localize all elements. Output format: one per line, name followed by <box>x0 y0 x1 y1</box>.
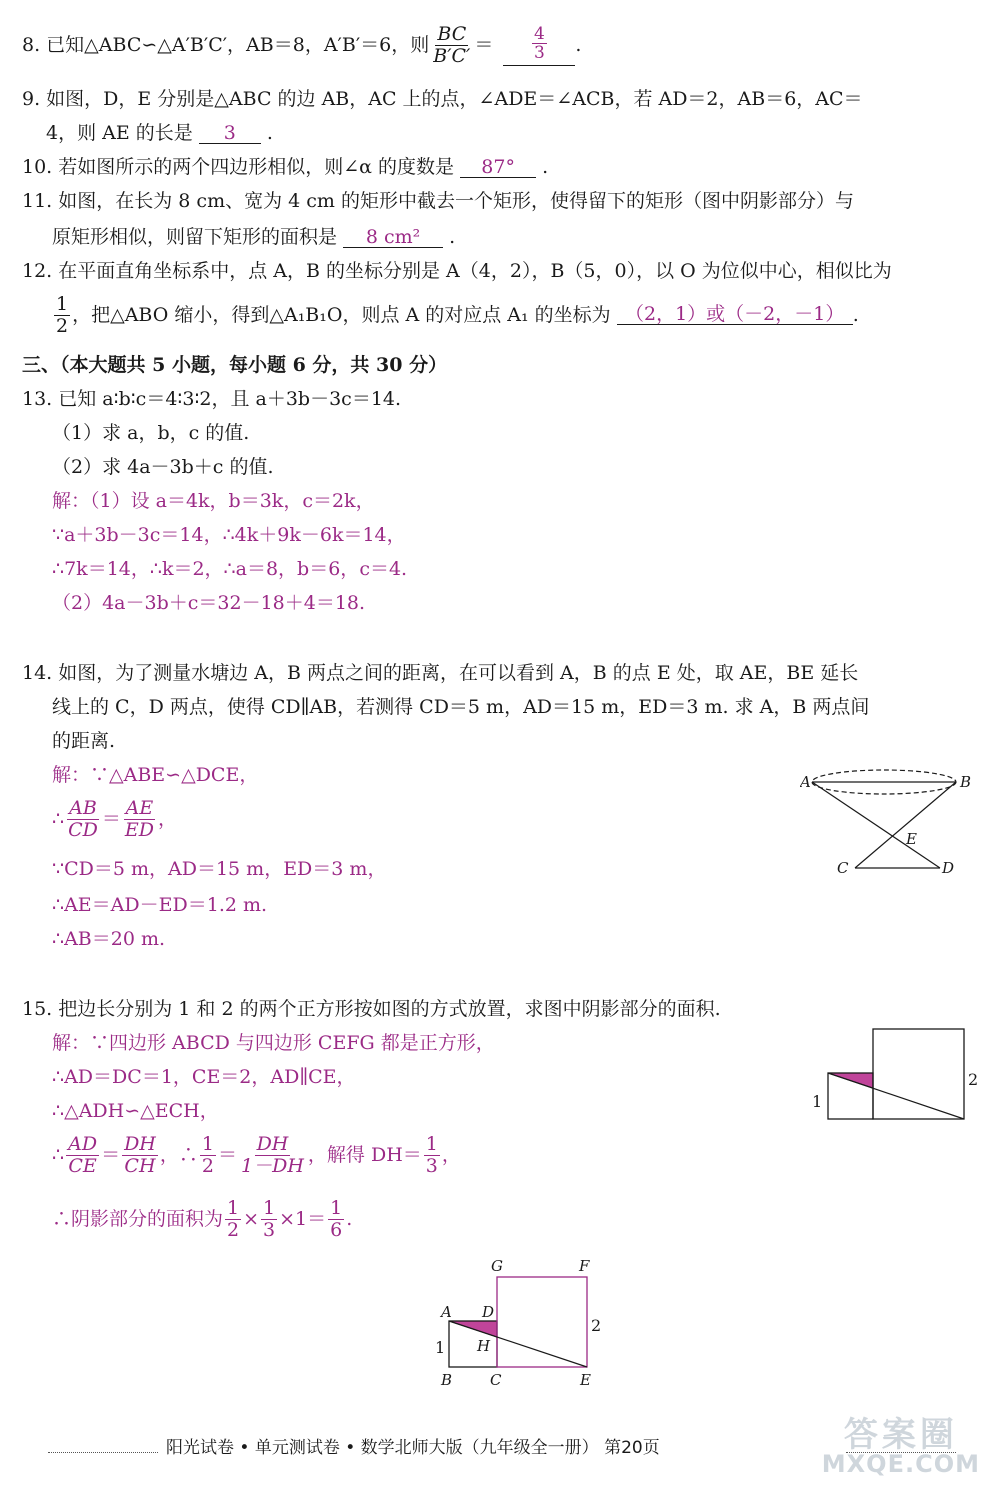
q15-frac-1-2 <box>200 1134 216 1177</box>
q14-fraction-ab-cd <box>66 798 100 841</box>
q15-s5-f3-den: 6 <box>330 1218 343 1241</box>
q15-solution-1: 解：∵四边形 ABCD 与四边形 CEFG 都是正方形， <box>52 1032 495 1054</box>
q15-solution-5 <box>52 1198 352 1241</box>
q11-answer: 8 cm² <box>343 228 443 248</box>
q14-solution-3: ∵CD＝5 m，AD＝15 m，ED＝3 m， <box>52 858 387 880</box>
big-label-a: A <box>441 1303 452 1321</box>
q13-solution-2: ∵a＋3b－3c＝14，∴4k＋9k－6k＝14， <box>52 524 406 546</box>
q9-end: . <box>266 122 273 144</box>
small-label-2: 2 <box>968 1070 979 1089</box>
q15-f3-den: 2 <box>201 1154 214 1177</box>
q15-big-figure <box>425 1255 615 1395</box>
q15-s5-pre: ∴阴影部分的面积为 <box>52 1207 224 1230</box>
q15-frac-1-3 <box>424 1134 440 1177</box>
q15-s5-frac-2 <box>261 1198 277 1241</box>
q14-f1-num: AB <box>69 797 97 819</box>
big-label-2: 2 <box>591 1316 602 1335</box>
big-label-h: H <box>477 1337 491 1355</box>
q12-line2 <box>52 294 859 337</box>
q8-text: 8. 已知△ABC∽△A′B′C′，AB＝8，A′B′＝6，则 <box>22 33 430 56</box>
footer-text: 阳光试卷 • 单元测试卷 • 数学北师大版（九年级全一册） 第20页 <box>166 1438 660 1458</box>
q10-line <box>22 158 548 178</box>
q15-solution-4 <box>52 1134 461 1177</box>
big-diagonal <box>449 1321 587 1367</box>
q8-answer-blank <box>503 25 575 66</box>
q15-solution-3: ∴△ADH∽△ECH， <box>52 1100 219 1122</box>
q12-fraction <box>54 294 70 337</box>
q15-f1-num: AD <box>68 1133 98 1155</box>
watermark-line2: MXQE.COM <box>821 1450 980 1478</box>
q8-answer-fraction <box>532 25 547 63</box>
q8-end: . <box>575 33 582 56</box>
q15-s5-x2: ×1＝ <box>279 1207 327 1230</box>
q14-pond-figure <box>800 760 990 885</box>
q11-line1: 11. 如图，在长为 8 cm、宽为 4 cm 的矩形中截去一个矩形，使得留下的矩形（图中阴影部分）与 <box>22 190 854 212</box>
q14-line3: 的距离. <box>52 730 116 752</box>
q15-f1-den: CE <box>68 1154 97 1177</box>
q14-f-eq: ＝ <box>101 807 121 830</box>
big-label-b: B <box>441 1371 453 1389</box>
fig14-label-c: C <box>837 859 849 877</box>
q15-s4-solve: ，解得 DH＝ <box>307 1143 422 1166</box>
q15-s5-frac-1 <box>225 1198 241 1241</box>
q14-f2-den: ED <box>124 818 154 841</box>
q9-line2 <box>46 124 273 144</box>
q14-sol2-end: ， <box>158 807 178 830</box>
q10-end: . <box>542 156 549 178</box>
q14-solution-5: ∴AB＝20 m. <box>52 928 166 950</box>
q11-line2 <box>52 228 455 248</box>
q12-frac-den: 2 <box>56 314 69 337</box>
q12-end: . <box>852 303 859 326</box>
q10-answer: 87° <box>460 158 536 178</box>
q9-line2-text: 4，则 AE 的长是 <box>46 122 193 144</box>
q15-s5-end: . <box>346 1207 353 1230</box>
q15-f2-num: DH <box>124 1133 156 1155</box>
q8-frac-den: B′C′ <box>433 44 471 67</box>
watermark <box>821 1415 980 1478</box>
q14-solution-4: ∴AE＝AD－ED＝1.2 m. <box>52 894 268 916</box>
big-label-d: D <box>482 1303 495 1321</box>
q15-f3-num: 1 <box>201 1133 214 1155</box>
q14-solution-2 <box>52 798 177 841</box>
fig14-label-d: D <box>942 859 955 877</box>
q13-solution-4: （2）4a－3b＋c＝32－18＋4＝18. <box>52 592 366 614</box>
segment-bc <box>855 782 956 868</box>
q8-frac-num: BC <box>437 23 467 45</box>
q13-solution-1: 解：（1）设 a＝4k，b＝3k，c＝2k， <box>52 490 375 512</box>
q15-s5-f2-den: 3 <box>263 1218 276 1241</box>
q15-small-figure <box>808 1025 988 1125</box>
q12-line1: 12. 在平面直角坐标系中，点 A，B 的坐标分别是 A（4，2），B（5，0），以 O 为位似中心，相似比为 <box>22 260 892 282</box>
q15-f5-den: 3 <box>425 1154 438 1177</box>
q15-s4-pre: ∴ <box>52 1143 65 1166</box>
q14-fraction-ae-ed <box>123 798 156 841</box>
q15-s5-f3-num: 1 <box>330 1197 343 1219</box>
big-label-c: C <box>490 1371 502 1389</box>
small-square-2 <box>873 1029 964 1119</box>
q14-f2-num: AE <box>125 797 154 819</box>
q15-s5-x1: × <box>243 1207 260 1230</box>
q14-solution-1: 解：∵△ABE∽△DCE， <box>52 764 259 786</box>
q8-eq: ＝ <box>474 33 494 56</box>
q8-answer-num: 4 <box>533 23 545 44</box>
q12-line2-text: ，把△ABO 缩小，得到△A₁B₁O，则点 A 的对应点 A₁ 的坐标为 <box>72 303 611 326</box>
fig14-label-b: B <box>960 773 972 791</box>
q9-line1: 9. 如图，D，E 分别是△ABC 的边 AB，AC 上的点，∠ADE＝∠ACB，若 AD＝2，AB＝6，AC＝ <box>22 88 863 110</box>
q14-therefore: ∴ <box>52 807 65 830</box>
big-label-g: G <box>491 1257 503 1275</box>
q9-answer: 3 <box>199 124 261 144</box>
q13-stem: 13. 已知 a∶b∶c＝4∶3∶2，且 a＋3b－3c＝14. <box>22 388 402 410</box>
q14-line2: 线上的 C，D 两点，使得 CD∥AB，若测得 CD＝5 m，AD＝15 m，ED＝3 m. 求 A，B 两点间 <box>52 696 870 718</box>
q11-line2-text: 原矩形相似，则留下矩形的面积是 <box>52 226 338 248</box>
q12-answer: （2，1）或（－2，－1） <box>617 305 853 325</box>
q15-f2-den: CH <box>124 1154 156 1177</box>
q14-f1-den: CD <box>68 818 98 841</box>
segment-ad <box>812 782 940 868</box>
q14-line1: 14. 如图，为了测量水塘边 A，B 两点之间的距离，在可以看到 A，B 的点 E 处，取 AE，BE 延长 <box>22 662 859 684</box>
fig14-label-a: A <box>800 773 811 791</box>
q15-s4-eq1: ＝ <box>101 1143 121 1166</box>
q15-frac-dh-1mdh <box>239 1134 306 1177</box>
q15-s5-f2-num: 1 <box>263 1197 276 1219</box>
big-label-e: E <box>580 1371 591 1389</box>
q15-s5-frac-3 <box>328 1198 344 1241</box>
q15-solution-2: ∴AD＝DC＝1，CE＝2，AD∥CE， <box>52 1066 356 1088</box>
footer-dots-left <box>48 1452 158 1453</box>
q15-frac-dh-ch <box>122 1134 158 1177</box>
q8-line <box>22 24 581 67</box>
q15-s5-f1-num: 1 <box>227 1197 240 1219</box>
q13-part2: （2）求 4a－3b＋c 的值. <box>52 456 274 478</box>
q12-frac-num: 1 <box>56 293 69 315</box>
big-label-f: F <box>579 1257 590 1275</box>
big-label-1: 1 <box>435 1338 446 1357</box>
q15-s4-eq2: ＝ <box>218 1143 238 1166</box>
q15-s5-f1-den: 2 <box>227 1218 240 1241</box>
q13-solution-3: ∴7k＝14，∴k＝2，∴a＝8，b＝6，c＝4. <box>52 558 408 580</box>
q15-f5-num: 1 <box>425 1133 438 1155</box>
q15-stem: 15. 把边长分别为 1 和 2 的两个正方形按如图的方式放置，求图中阴影部分的面积. <box>22 998 721 1020</box>
q8-fraction <box>431 24 472 67</box>
q10-text: 10. 若如图所示的两个四边形相似，则∠α 的度数是 <box>22 156 455 178</box>
q15-f4-num: DH <box>256 1133 289 1155</box>
q8-answer-den: 3 <box>533 43 545 64</box>
q11-end: . <box>449 226 456 248</box>
q13-part1: （1）求 a，b，c 的值. <box>52 422 250 444</box>
q15-frac-ad-ce <box>66 1134 99 1177</box>
small-label-1: 1 <box>812 1092 823 1111</box>
big-square-2 <box>497 1277 587 1367</box>
q15-s4-end: ， <box>441 1143 461 1166</box>
q15-f4-den: 1－DH <box>241 1154 304 1177</box>
section3-title: 三、（本大题共 5 小题，每小题 6 分，共 30 分） <box>22 354 448 376</box>
watermark-line1: 答案圈 <box>843 1415 958 1455</box>
fig14-label-e: E <box>906 830 917 848</box>
q15-s4-mid: ，∴ <box>159 1143 198 1166</box>
small-diagonal <box>828 1073 964 1119</box>
